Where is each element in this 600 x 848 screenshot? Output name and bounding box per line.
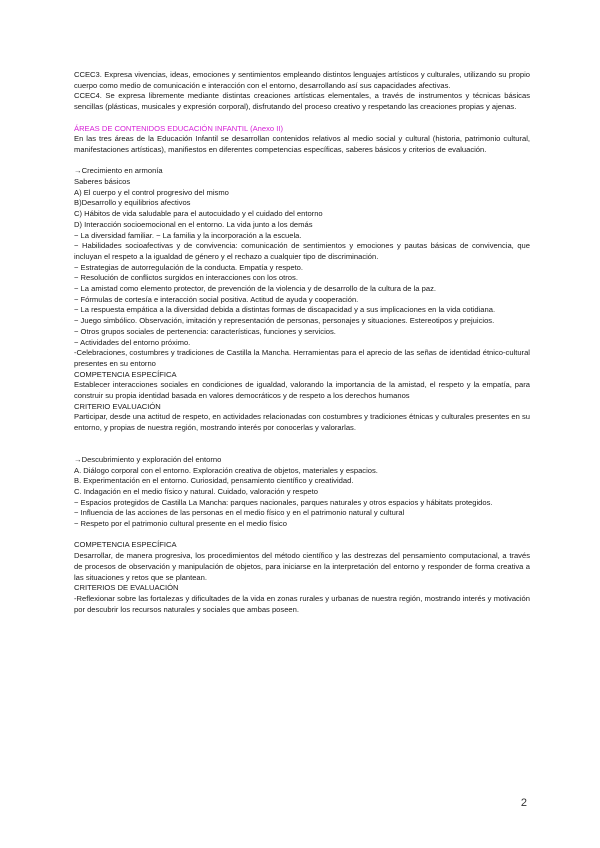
competencia-paragraph: Establecer interacciones sociales en condiciones de igualdad, valorando la importancia de la amistad, el respeto y la empatía, para construir su propia identidad basada en valores democráticos y de respeto a los derechos humanos <box>74 380 530 401</box>
list-item: D) Interacción socioemocional en el entorno. La vida junto a los demás <box>74 219 313 229</box>
competencia-label: COMPETENCIA ESPECÍFICA <box>74 540 177 550</box>
document-page <box>74 70 530 615</box>
list-item: − Habilidades socioafectivas y de convivencia: comunicación de sentimientos y emociones y pautas básicas de convivencia, que incluyan el respeto a la igualdad de género y el rechazo a cualquier tipo de discriminación. <box>74 241 530 261</box>
competencia-paragraph: Desarrollar, de manera progresiva, los procedimientos del método científico y las destrezas del pensamiento computacional, a través de procesos de observación y manipulación de objetos, para iniciarse en la interpretación del entorno y responder de forma creativa a las situaciones y retos que se plantean. <box>74 551 530 582</box>
ccec4-paragraph: CCEC4. Se expresa libremente mediante distintas creaciones artísticas elementales, a través de instrumentos y técnicas básicas sencillas (plásticas, musicales y expresión corporal), disfrutando del proceso creativo y respetando las creaciones propias y ajenas. <box>74 91 530 112</box>
section2-title: →Descubrimiento y exploración del entorno <box>74 454 222 464</box>
section1-title: →Crecimiento en armonía <box>74 166 163 176</box>
list-item: − Otros grupos sociales de pertenencia: características, funciones y servicios. <box>74 326 336 336</box>
ccec3-paragraph: CCEC3. Expresa vivencias, ideas, emociones y sentimientos empleando distintos lenguajes artísticos y culturales, utilizando su propio cuerpo como medio de comunicación e interacción con el entorno, desarrollando así sus capacidades afectivas. <box>74 70 530 90</box>
list-item: − Resolución de conflictos surgidos en interacciones con los otros. <box>74 273 298 283</box>
areas-heading: ÁREAS DE CONTENIDOS EDUCACIÓN INFANTIL (Anexo II) <box>74 123 284 133</box>
spacer <box>74 156 530 167</box>
list-item: − Estrategias de autorregulación de la conducta. Empatía y respeto. <box>74 262 304 272</box>
list-item: − Actividades del entorno próximo. <box>74 337 191 347</box>
list-item: − La diversidad familiar. − La familia y la incorporación a la escuela. <box>74 230 302 240</box>
list-item: B)Desarrollo y equilibrios afectivos <box>74 198 191 208</box>
list-item: -Celebraciones, costumbres y tradiciones de Castilla la Mancha. Herramientas para el aprecio de las señas de identidad étnico-cultural presentes en su entorno <box>74 348 530 368</box>
list-item: A. Diálogo corporal con el entorno. Exploración creativa de objetos, materiales y espacios. <box>74 465 378 475</box>
list-item: B. Experimentación en el entorno. Curiosidad, pensamiento científico y creatividad. <box>74 476 354 486</box>
criterio-label: CRITERIO EVALUACIÓN <box>74 401 161 411</box>
list-item: C. Indagación en el medio físico y natural. Cuidado, valoración y respeto <box>74 486 318 496</box>
criterio-paragraph: Participar, desde una actitud de respeto, en actividades relacionadas con costumbres y tradiciones étnicas y culturales presentes en su entorno, y propias de nuestra región, mostrando interés por conocerlas y valorarlas. <box>74 412 530 433</box>
saberes-label: Saberes básicos <box>74 177 131 186</box>
list-item: C) Hábitos de vida saludable para el autocuidado y el cuidado del entorno <box>74 209 323 219</box>
criterios-paragraph: -Reflexionar sobre las fortalezas y dificultades de la vida en zonas rurales y urbanas de nuestra región, mostrando interés y motivación por descubrir los recursos naturales y sociales que ambas poseen. <box>74 594 530 614</box>
list-item: − Juego simbólico. Observación, imitación y representación de personas, personajes y situaciones. Estereotipos y prejuicios. <box>74 316 495 326</box>
list-item: − Influencia de las acciones de las personas en el medio físico y en el patrimonio natural y cultural <box>74 508 405 518</box>
criterios-label: CRITERIOS DE EVALUACIÓN <box>74 583 179 593</box>
list-item: A) El cuerpo y el control progresivo del mismo <box>74 187 229 197</box>
spacer <box>74 434 530 455</box>
page-number: 2 <box>520 797 527 809</box>
list-item: − La respuesta empática a la diversidad debida a distintas formas de discapacidad y a sus implicaciones en la vida cotidiana. <box>74 305 496 315</box>
areas-paragraph: En las tres áreas de la Educación Infantil se desarrollan contenidos relativos al medio social y cultural (historia, patrimonio cultural, manifestaciones artísticas), manifiestos en diferentes competencias específicas, saberes básicos y criterios de evaluación. <box>74 134 530 154</box>
list-item: − Respeto por el patrimonio cultural presente en el medio físico <box>74 519 287 529</box>
spacer <box>74 530 530 541</box>
competencia-label: COMPETENCIA ESPECÍFICA <box>74 369 177 379</box>
list-item: − Espacios protegidos de Castilla La Mancha: parques nacionales, parques naturales y otros espacios y hábitats protegidos. <box>74 497 493 507</box>
list-item: − Fórmulas de cortesía e interacción social positiva. Actitud de ayuda y cooperación. <box>74 294 359 304</box>
list-item: − La amistad como elemento protector, de prevención de la violencia y de desarrollo de la cultura de la paz. <box>74 284 436 294</box>
